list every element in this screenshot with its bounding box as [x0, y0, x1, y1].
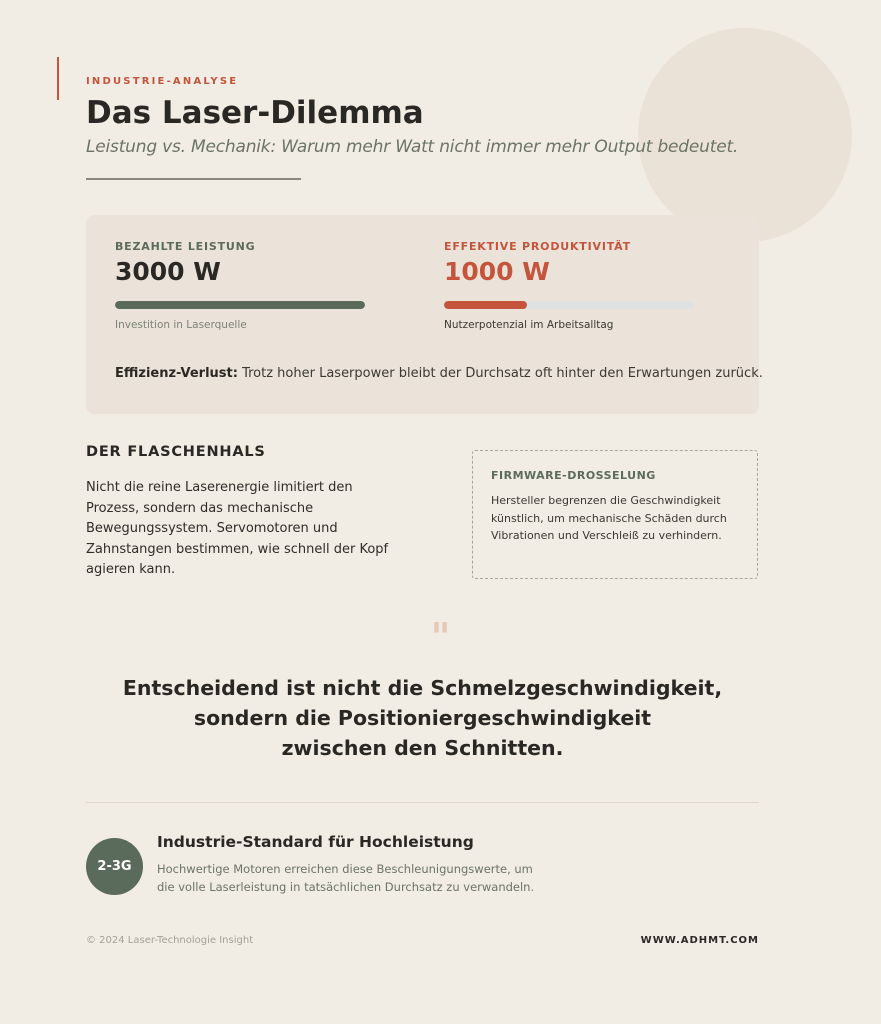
efficiency-note-text: Trotz hoher Laserpower bleibt der Durchsatz oft hinter den Erwartungen zurück. [242, 366, 763, 381]
quote-mark-icon: " [430, 615, 451, 659]
progress-fill [444, 301, 527, 309]
metric-caption: Investition in Laserquelle [115, 319, 247, 331]
efficiency-note [115, 366, 763, 381]
metric-label: BEZAHLTE LEISTUNG [115, 240, 256, 253]
decorative-circle [638, 28, 852, 242]
page-title: Das Laser-Dilemma [86, 95, 424, 131]
section-body-bottleneck: Nicht die reine Laserenergie limitiert den Prozess, sondern das mechanische Bewegungssystem. Servomotoren und Zahnstangen bestimmen, wie schnell der Kopf agieren kann. [86, 480, 389, 577]
quote-line: sondern die Positioniergeschwindigkeit [193, 706, 652, 730]
metric-label: EFFEKTIVE PRODUKTIVITÄT [444, 240, 631, 253]
firmware-body: Hersteller begrenzen die Geschwindigkeit künstlich, um mechanische Schäden durch Vibrationen und Verschleiß zu verhindern. [491, 494, 727, 542]
progress-track [115, 301, 365, 309]
section-divider [86, 802, 759, 803]
eyebrow-label: INDUSTRIE-ANALYSE [86, 76, 239, 87]
section-title-bottleneck: DER FLASCHENHALS [86, 444, 266, 460]
footer-website-link[interactable]: WWW.ADHMT.COM [640, 935, 759, 946]
metric-caption: Nutzerpotenzial im Arbeitsalltag [444, 319, 614, 331]
firmware-title: FIRMWARE-DROSSELUNG [491, 469, 656, 482]
footer-copyright: © 2024 Laser-Technologie Insight [86, 935, 254, 946]
standard-body: Hochwertige Motoren erreichen diese Beschleunigungswerte, um die volle Laserleistung in tatsächlichen Durchsatz zu verwandeln. [157, 862, 535, 894]
efficiency-note-label: Effizienz-Verlust: [115, 366, 238, 381]
accent-bar [57, 57, 59, 100]
standard-title: Industrie-Standard für Hochleistung [157, 833, 474, 851]
page-subtitle: Leistung vs. Mechanik: Warum mehr Watt nicht immer mehr Output bedeutet. [86, 137, 739, 157]
comparison-card [86, 215, 763, 414]
quote-line: zwischen den Schnitten. [281, 736, 564, 760]
metric-value: 1000 W [444, 257, 550, 286]
quote-line: Entscheidend ist nicht die Schmelzgeschwindigkeit, [122, 676, 723, 700]
metric-value: 3000 W [115, 257, 221, 286]
acceleration-badge: 2-3G [86, 838, 143, 895]
progress-fill [115, 301, 365, 309]
firmware-info-box [472, 450, 758, 579]
progress-track [444, 301, 694, 309]
title-divider [86, 178, 301, 180]
pull-quote [100, 673, 745, 763]
